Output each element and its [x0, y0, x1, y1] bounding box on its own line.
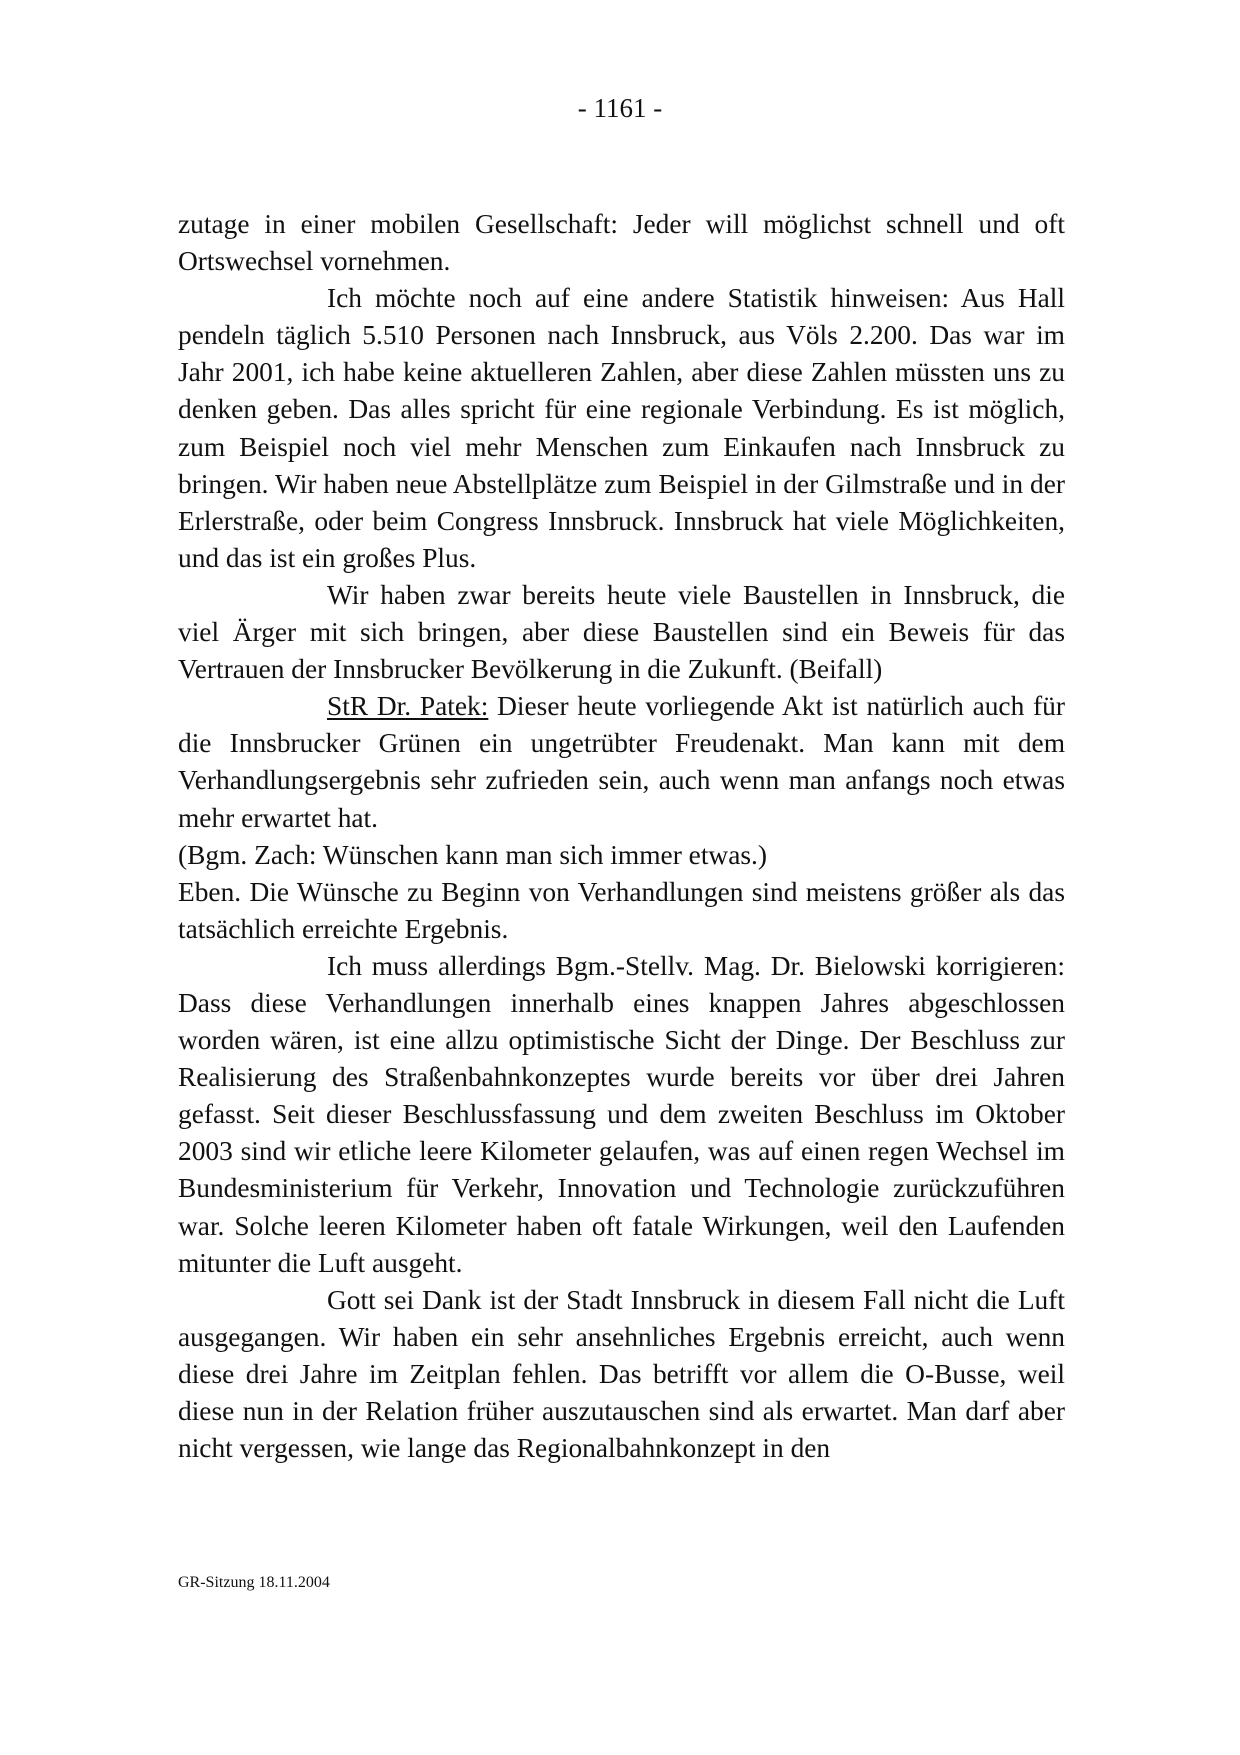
paragraph-construction-sites: Wir haben zwar bereits heute viele Baustellen in Innsbruck, die viel Ärger mit sich bringen, aber diese Baustellen sind ein Beweis für das Vertrauen der Innsbrucker Bevölkerung in die Zukunft. (Beifall) [178, 579, 1065, 685]
paragraph-reply: Eben. Die Wünsche zu Beginn von Verhandlungen sind meistens größer als das tatsächlich erreichte Ergebnis. [178, 876, 1065, 944]
speaker-name: StR Dr. Patek: [327, 691, 489, 722]
document-body [178, 206, 1065, 1467]
paragraph-interjection: (Bgm. Zach: Wünschen kann man sich immer etwas.) [178, 839, 767, 870]
paragraph-continuation: zutage in einer mobilen Gesellschaft: Jeder will möglichst schnell und oft Ortswechsel vornehmen. [178, 209, 1065, 277]
paragraph-outcome: Gott sei Dank ist der Stadt Innsbruck in diesem Fall nicht die Luft ausgegangen. Wir haben ein sehr ansehnliches Ergebnis erreicht, auch wenn diese drei Jahre im Zeitplan fehlen. Das betrifft vor allem die O-Busse, weil diese nun in der Relation früher auszutauschen sind als erwartet. Man darf aber nicht vergessen, wie lange das Regionalbahnkonzept in den [178, 1284, 1065, 1464]
footer-session-date: GR-Sitzung 18.11.2004 [178, 1574, 330, 1591]
page-number: - 1161 - [577, 93, 663, 123]
paragraph-patek-speech [178, 688, 1065, 836]
paragraph-statistics: Ich möchte noch auf eine andere Statistik hinweisen: Aus Hall pendeln täglich 5.510 Personen nach Innsbruck, aus Völs 2.200. Das war im Jahr 2001, ich habe keine aktuelleren Zahlen, aber diese Zahlen müssten uns zu denken geben. Das alles spricht für eine regionale Verbindung. Es ist möglich, zum Beispiel noch viel mehr Menschen zum Einkaufen nach Innsbruck zu bringen. Wir haben neue Abstellplätze zum Beispiel in der Gilmstraße und in der Erlerstraße, oder beim Congress Innsbruck. Innsbruck hat viele Möglichkeiten, und das ist ein großes Plus. [178, 283, 1065, 573]
paragraph-correction: Ich muss allerdings Bgm.-Stellv. Mag. Dr. Bielowski korrigieren: Dass diese Verhandlungen innerhalb eines knappen Jahres abgeschlossen worden wären, ist eine allzu optimistische Sicht der Dinge. Der Beschluss zur Realisierung des Straßenbahnkonzeptes wurde bereits vor über drei Jahren gefasst. Seit dieser Beschlussfassung und dem zweiten Beschluss im Oktober 2003 sind wir etliche leere Kilometer gelaufen, was auf einen regen Wechsel im Bundesministerium für Verkehr, Innovation und Technologie zurückzuführen war. Solche leeren Kilometer haben oft fatale Wirkungen, weil den Laufenden mitunter die Luft ausgeht. [178, 950, 1065, 1278]
speech-text: Dieser heute vorliegende Akt ist natürlich auch für die Innsbrucker Grünen ein ungetrübter Freudenakt. Man kann mit dem Verhandlungsergebnis sehr zufrieden sein, auch wenn man anfangs noch etwas mehr erwartet hat. [178, 691, 1065, 833]
